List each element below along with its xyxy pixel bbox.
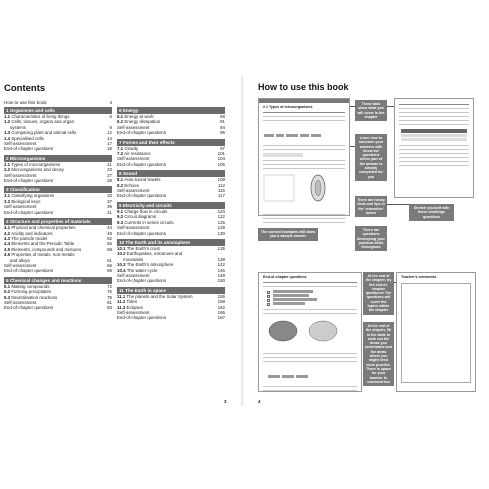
toc-entry-page: 72 [107, 283, 112, 289]
toc-entry-page: 120 [217, 208, 225, 214]
toc-entry-title: Classifying organisms [11, 193, 55, 199]
callout-show-me: Learn how to structure your answers with 'show me' questions where part of the answer is already completed for you [355, 134, 387, 181]
toc-entry-page: 142 [217, 262, 225, 268]
toc-intro-label: How to use this book [4, 100, 47, 105]
toc-entry-title: Making compounds [11, 283, 50, 289]
toc-entry-page: 135 [217, 245, 225, 251]
chapter-heading[interactable]: 5 Chemical changes and reactions [4, 277, 112, 284]
chapter-heading[interactable]: 7 Forces and their effects [117, 139, 225, 146]
toc-entry-title: End-of-chapter questions [117, 315, 167, 321]
toc-entry-title: Acidity and indicators [11, 230, 53, 236]
toc-entry-title: End-of-chapter questions [117, 278, 167, 284]
toc-entry[interactable] [117, 193, 225, 198]
toc-entry-title: Self-assessment [117, 156, 150, 162]
toc-entry[interactable] [4, 178, 112, 183]
toc-entry-page: 125 [217, 219, 225, 225]
toc-entry-page: 146 [217, 267, 225, 273]
toc-entry-page: 52 [107, 235, 112, 241]
toc-entry-page: 166 [217, 309, 225, 315]
toc-entry-page: 97 [220, 145, 225, 151]
toc-entry-number: 11.1 [117, 293, 126, 299]
toc-entry-title: Energy at work [124, 114, 154, 119]
toc-entry-page: 158 [217, 299, 225, 305]
toc-entry-number: 4.6 [4, 252, 11, 258]
toc-entry-title: Neutralisation reactions [11, 294, 58, 300]
chapter-heading[interactable]: 1 Organisms and cells [4, 107, 112, 114]
toc-entry-title: Comparing plant and animal cells [11, 130, 77, 136]
toc-entry-title: The water cycle [126, 267, 158, 273]
toc-entry-number: 11.2 [117, 299, 126, 305]
toc-entry-page: 18 [107, 146, 112, 152]
toc-entry-title: End-of-chapter questions [4, 178, 54, 184]
callout-remember: There are handy hints and tips in the 'remember' boxes [355, 196, 387, 217]
toc-entry-page: 28 [107, 178, 112, 184]
toc-entry-title: Self-assessment [4, 299, 37, 305]
toc-entry-title: Cells, tissues, organs and organ [11, 119, 75, 125]
arrow-tabs [350, 106, 355, 107]
toc-entry-number: 6.1 [117, 114, 124, 119]
toc-entry-number: 1.2 [4, 119, 11, 125]
toc-entry-title: How sound travels [124, 177, 161, 183]
toc-entry-title: Self-assessment [4, 262, 37, 268]
chapter-heading[interactable]: 9 Electricity and circuits [117, 202, 225, 209]
toc-entry-page: 105 [217, 161, 225, 167]
toc-entry-title: Currents in series circuits [124, 219, 174, 225]
toc-entry-page: 138 [217, 256, 225, 262]
toc-entry-number: 5.3 [4, 294, 11, 300]
toc-entry-page: 81 [107, 299, 112, 305]
toc-entry[interactable] [117, 130, 225, 135]
toc-entry-title: Self-assessment [117, 124, 150, 130]
toc-entry-title: End-of-chapter questions [4, 209, 54, 215]
page-number-right: 4 [258, 399, 261, 404]
sample-table [401, 129, 467, 141]
toc-entry-title: Self-assessment [4, 172, 37, 178]
toc-entry-title: Self-assessment [4, 204, 37, 210]
callout-self-assessment: At the end of the chapter, fill in the table to work out the areas you understand and the areas where you might need more practice. There is space for your teacher to comment too [363, 322, 394, 386]
toc-entry-title: End-of-chapter questions [117, 161, 167, 167]
toc-entry[interactable] [117, 278, 225, 283]
toc-entry-number: 5.2 [4, 289, 11, 295]
toc-entry-title: and alloys [10, 257, 30, 263]
arrow-challenge [387, 204, 409, 205]
toc-entry[interactable] [4, 146, 112, 151]
contents-title: Contents [4, 83, 46, 94]
how-to-title: How to use this book [258, 82, 349, 92]
toc-entry-number: 4.1 [4, 225, 11, 231]
toc-entry-page: 167 [217, 315, 225, 321]
toc-entry-number: 2.2 [4, 167, 11, 173]
toc-entry-title: Biological keys [11, 198, 41, 204]
toc-entry-page: 117 [218, 193, 225, 199]
chapter-heading[interactable]: 3 Classification [4, 186, 112, 193]
toc-entry-title: Physical and chemical properties [11, 225, 76, 231]
sample-teacher-comments-page [396, 272, 476, 392]
toc-entry-page: 48 [107, 230, 112, 236]
toc-entry-title: Self-assessment [117, 309, 150, 315]
toc-entry-title: Self-assessment [117, 188, 150, 194]
toc-entry-page: 83 [107, 305, 112, 311]
toc-entry-title: systems [10, 124, 27, 130]
toc-entry-page: 69 [107, 268, 112, 274]
toc-entry-title: End-of-chapter questions [4, 305, 54, 311]
sample-keyword-row [263, 124, 345, 142]
toc-entry[interactable] [117, 315, 225, 320]
toc-entry-number: 1.1 [4, 114, 11, 119]
arrow-right-tabs [387, 106, 394, 107]
sample-end-of-chapter-page [258, 272, 362, 392]
toc-entry-title: Specialised cells [11, 135, 44, 141]
toc-entry-page: 14 [107, 135, 112, 141]
toc-entry-page: 66 [107, 262, 112, 268]
callout-challenge: Stretch yourself with these challenge questions [409, 204, 454, 221]
toc-entry-number: 4.4 [4, 241, 11, 247]
toc-entry-page: 155 [217, 293, 225, 299]
toc-intro-page: 4 [109, 100, 112, 105]
toc-entry-number: 1.3 [4, 130, 11, 136]
toc-entry-title: Tides [126, 299, 138, 305]
toc-entry-page: 129 [217, 225, 225, 231]
toc-entry-title: Types of microorganisms [11, 161, 61, 167]
toc-entry-number: 5.1 [4, 283, 11, 289]
toc-entry-title: Energy dissipation [124, 119, 161, 125]
toc-entry-number: 2.1 [4, 161, 11, 167]
sample-end-diagram [263, 319, 359, 343]
toc-entry-number: 8.2 [117, 182, 124, 188]
callout-end-of-chapter: At the end of the chapter, try the end-of-chapter questions! The questions will cover the topics within the chapter [363, 272, 394, 315]
sample-page-top [258, 98, 350, 216]
toc-entry-number: 4.2 [4, 230, 11, 236]
toc-right-column [117, 107, 225, 321]
toc-entry-number: 1.4 [4, 135, 11, 141]
toc-entry-number: 6.2 [117, 119, 124, 125]
toc-entry-page: 61 [107, 257, 112, 263]
chapter-heading[interactable]: 8 Sound [117, 170, 225, 177]
sample-page-right [394, 98, 474, 198]
toc-entry-title: End-of-chapter questions [117, 193, 167, 199]
sample-end-heading: End-of-chapter questions [263, 275, 307, 279]
toc-entry-title: Charge flow in circuits [124, 208, 168, 214]
toc-entry-page: 6 [109, 114, 112, 119]
toc-entry-title: Circuit diagrams [124, 214, 157, 220]
toc-entry-page: 44 [107, 225, 112, 231]
toc-entry-title: Elements, compounds and mixtures [11, 246, 82, 252]
toc-entry-page: 55 [107, 241, 112, 247]
toc-entry-number: 4.3 [4, 235, 11, 241]
toc-entry-number: 9.2 [117, 214, 124, 220]
book-spread [0, 76, 489, 406]
toc-entry-title: Air resistance [124, 151, 151, 157]
toc-entry-page: 101 [217, 151, 225, 157]
callout-worked-examples: The worked examples will show you a sample answer [258, 228, 318, 241]
toc-entry-page: 9 [109, 124, 112, 130]
toc-entry-page: 37 [107, 198, 112, 204]
toc-entry-page: 112 [218, 182, 225, 188]
how-to-page [244, 76, 489, 406]
chapter-heading[interactable]: 6 Energy [117, 107, 225, 114]
toc-entry-number: 3.1 [4, 193, 11, 199]
toc-entry-page: 150 [217, 278, 225, 284]
toc-entry[interactable] [4, 210, 112, 215]
toc-entry-title: Microorganisms and decay [11, 167, 64, 173]
toc-entry-title: The Earth's crust [126, 245, 160, 251]
toc-entry-number: 3.2 [4, 198, 11, 204]
chapter-heading[interactable]: 10 The Earth and its atmosphere [117, 239, 225, 246]
toc-entry-page: 17 [107, 141, 112, 147]
chapter-heading[interactable]: 4 Structure and properties of materials [4, 218, 112, 225]
toc-entry-page: 31 [107, 209, 112, 215]
toc-entry-title: mountains [123, 256, 144, 262]
callout-practical: There are questions developing your practical skills throughout [355, 226, 387, 251]
toc-entry-title: The planets and the Solar System [126, 293, 193, 299]
toc-entry-title: End-of-chapter questions [117, 130, 167, 136]
toc-entry-title: Earthquakes, volcanoes and [126, 251, 183, 257]
toc-entry-page: 21 [107, 161, 112, 167]
toc-entry-page: 130 [217, 230, 225, 236]
toc-entry[interactable] [4, 268, 112, 273]
toc-entry-title: End-of-chapter questions [117, 230, 167, 236]
toc-entry-page: 108 [217, 177, 225, 183]
toc-entry-page: 79 [107, 294, 112, 300]
toc-entry-page: 88 [220, 114, 225, 119]
toc-entry-page: 116 [218, 188, 225, 194]
toc-entry-page: 33 [107, 193, 112, 199]
toc-intro-row[interactable] [4, 100, 112, 105]
callout-tabs: These tabs show what you will cover in the chapter [355, 100, 387, 121]
toc-entry-page: 39 [107, 204, 112, 210]
toc-entry-title: End-of-chapter questions [4, 146, 54, 152]
sample-comments-heading: Teacher's comments [401, 275, 437, 279]
toc-entry-title: Self-assessment [117, 225, 150, 231]
toc-entry-title: Echoes [124, 182, 139, 188]
toc-entry-page: 94 [220, 124, 225, 130]
toc-entry-page: 58 [107, 246, 112, 252]
toc-entry-number: 10.4 [117, 267, 126, 273]
arrow-comments [394, 282, 396, 283]
toc-entry-number: 10.3 [117, 262, 126, 268]
toc-entry-number: 9.1 [117, 208, 124, 214]
toc-entry-page: 104 [217, 156, 225, 162]
toc-entry-page: 23 [107, 167, 112, 173]
toc-entry-number: 9.3 [117, 219, 124, 225]
toc-entry-page: 148 [217, 272, 225, 278]
toc-entry-page: 95 [220, 130, 225, 136]
toc-entry-title: Eclipses [126, 304, 143, 310]
toc-entry-page: 162 [217, 304, 225, 310]
toc-entry-number: 11.3 [117, 304, 126, 310]
toc-entry-page: 27 [107, 172, 112, 178]
toc-entry-page: 91 [220, 119, 225, 125]
toc-entry-title: Gravity [124, 145, 139, 151]
toc-entry-page: 12 [107, 130, 112, 136]
toc-left-column [4, 107, 112, 311]
toc-entry-number: 4.5 [4, 246, 11, 252]
toc-entry-number: 7.1 [117, 145, 124, 151]
toc-entry-page: 76 [107, 289, 112, 295]
toc-entry-number: 7.2 [117, 151, 124, 157]
toc-entry[interactable] [117, 231, 225, 236]
toc-entry-number: 10.1 [117, 245, 126, 251]
toc-entry-title: Self-assessment [117, 272, 150, 278]
toc-entry[interactable] [4, 305, 112, 310]
sample-page-heading: 2.1 Types of microorganisms [263, 105, 313, 109]
toc-entry-title: Self-assessment [4, 141, 37, 147]
toc-entry-title: The Earth's atmosphere [126, 262, 174, 268]
toc-entry-number: 10.2 [117, 251, 126, 257]
toc-entry-title: Elements and the Periodic Table [11, 241, 75, 247]
toc-entry-title: End-of-chapter questions [4, 268, 54, 274]
chapter-heading[interactable]: 11 The Earth in space [117, 287, 225, 294]
toc-entry-title: Forming precipitates [11, 289, 52, 295]
toc-entry-title: Properties of metals, non-metals [11, 252, 75, 258]
microorganism-diagram [263, 174, 347, 204]
toc-entry-page: 122 [217, 214, 225, 220]
toc-entry-number: 8.1 [117, 177, 124, 183]
chapter-heading[interactable]: 2 Microorganisms [4, 155, 112, 162]
contents-page [0, 76, 242, 406]
toc-entry-title: The particle model [11, 235, 48, 241]
page-number-left: 3 [224, 399, 227, 404]
arrow-show-me [350, 146, 355, 147]
toc-entry-title: Characteristics of living things [11, 114, 70, 119]
toc-entry[interactable] [117, 162, 225, 167]
